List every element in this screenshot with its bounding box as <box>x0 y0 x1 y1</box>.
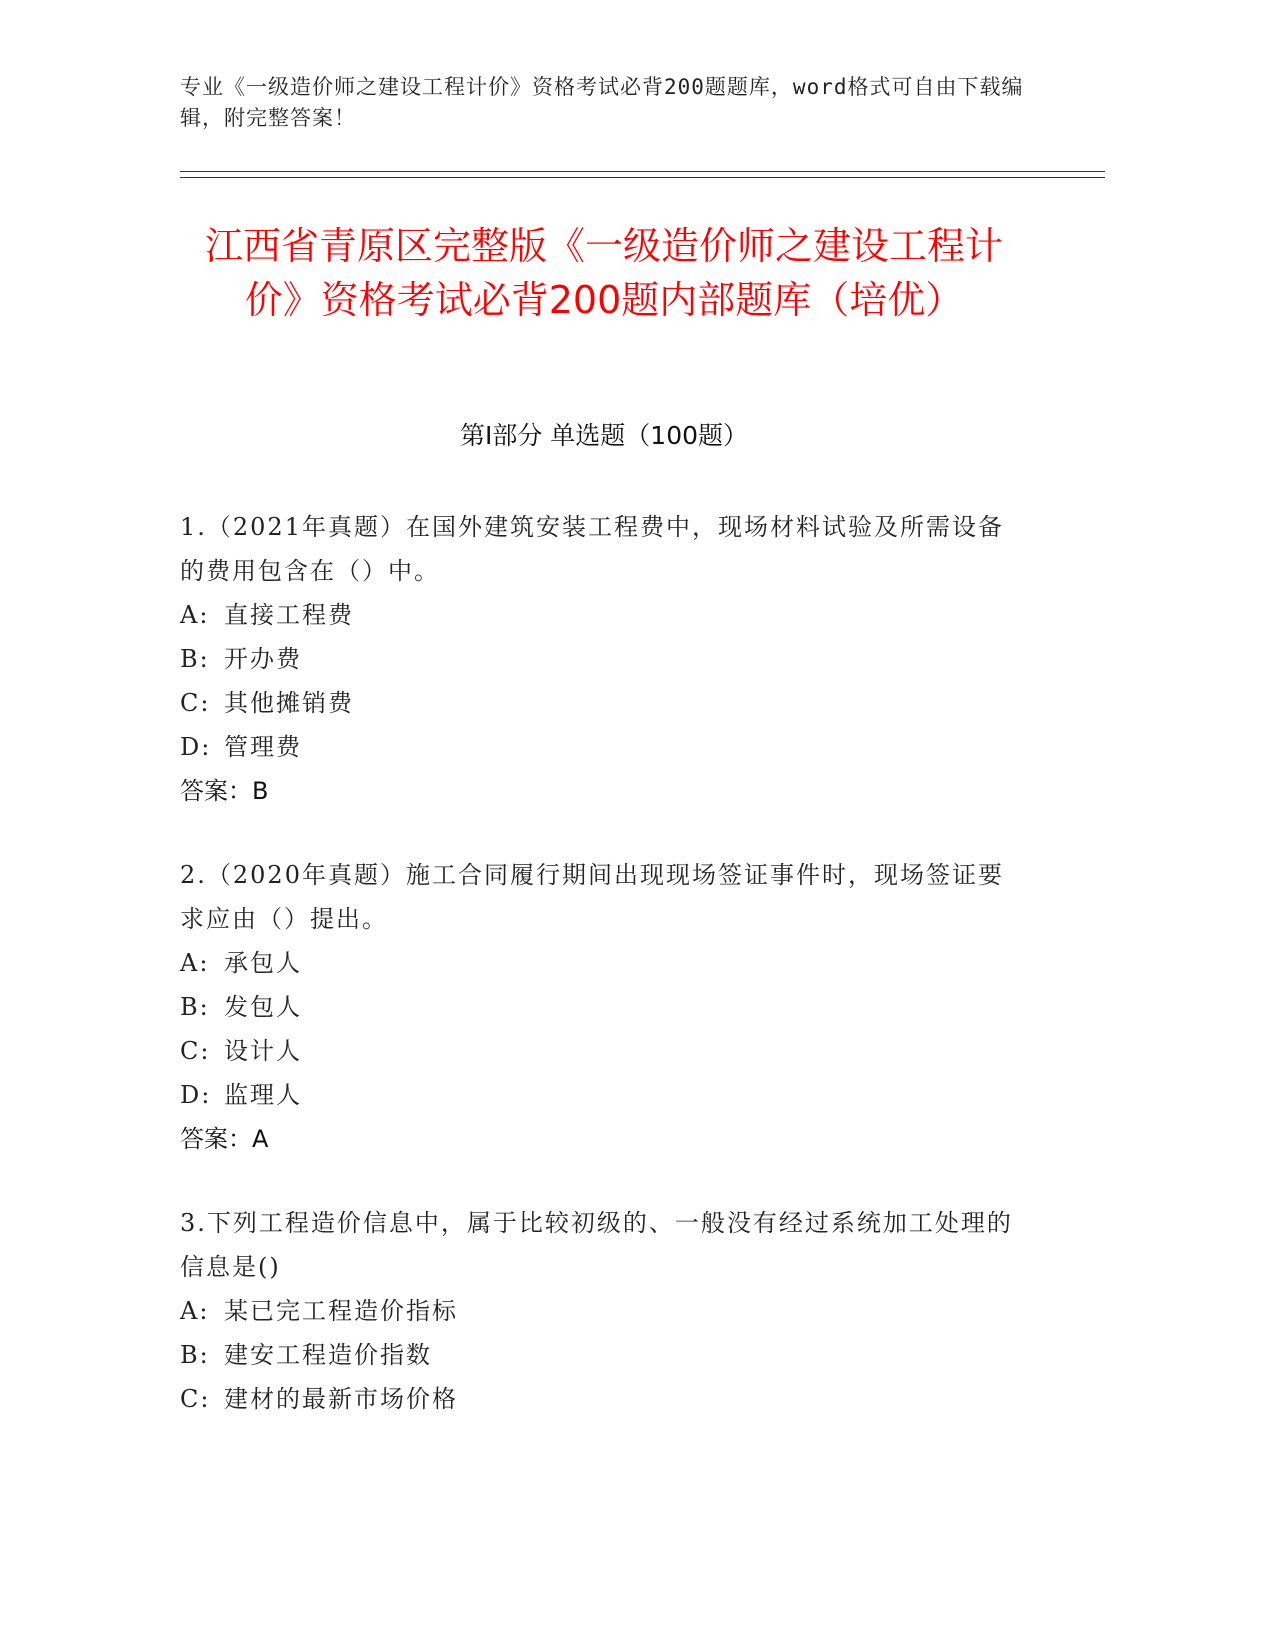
option-text: 设计人 <box>224 1037 302 1065</box>
option-a <box>180 1289 1025 1333</box>
option-key: C: <box>180 1385 211 1413</box>
header-divider-bottom <box>180 177 1105 178</box>
answer-value: B <box>252 777 269 805</box>
option-text: 监理人 <box>224 1081 302 1109</box>
option-text: 管理费 <box>224 733 302 761</box>
section-title: 第Ⅰ部分 单选题（100题） <box>459 421 749 450</box>
option-key: B: <box>180 645 210 673</box>
option-text: 发包人 <box>224 993 302 1021</box>
option-text: 建材的最新市场价格 <box>224 1385 458 1413</box>
question-3 <box>180 1201 1025 1421</box>
question-2 <box>180 853 1025 1161</box>
option-key: D: <box>180 733 212 761</box>
option-text: 直接工程费 <box>224 601 354 629</box>
option-key: B: <box>180 1341 210 1369</box>
header-divider-top <box>180 171 1105 172</box>
answer-line <box>180 1117 1025 1161</box>
option-b <box>180 637 1025 681</box>
option-c <box>180 681 1025 725</box>
option-text: 建安工程造价指数 <box>224 1341 432 1369</box>
answer-line <box>180 769 1025 813</box>
option-text: 承包人 <box>224 949 302 977</box>
option-text: 其他摊销费 <box>224 689 354 717</box>
question-1 <box>180 505 1025 813</box>
option-text: 开办费 <box>224 645 302 673</box>
option-key: A: <box>180 949 210 977</box>
option-key: A: <box>180 1297 210 1325</box>
option-a <box>180 593 1025 637</box>
header-note: 专业《一级造价师之建设工程计价》资格考试必背200题题库，word格式可自由下载编辑，附完整答案！ <box>180 75 1024 130</box>
option-b <box>180 1333 1025 1377</box>
answer-label: 答案： <box>180 777 252 805</box>
option-key: D: <box>180 1081 212 1109</box>
answer-label: 答案： <box>180 1125 252 1153</box>
answer-value: A <box>252 1125 269 1153</box>
option-c <box>180 1029 1025 1073</box>
option-d <box>180 1073 1025 1117</box>
question-stem: 2.（2020年真题）施工合同履行期间出现现场签证事件时，现场签证要求应由（）提出。 <box>180 861 1004 933</box>
option-key: C: <box>180 689 211 717</box>
option-key: B: <box>180 993 210 1021</box>
option-key: A: <box>180 601 210 629</box>
question-stem: 1.（2021年真题）在国外建筑安装工程费中，现场材料试验及所需设备的费用包含在（）中。 <box>180 513 1004 585</box>
document-title: 江西省青原区完整版《一级造价师之建设工程计价》资格考试必背200题内部题库（培优） <box>204 224 1003 322</box>
option-b <box>180 985 1025 1029</box>
option-a <box>180 941 1025 985</box>
option-key: C: <box>180 1037 211 1065</box>
option-d <box>180 725 1025 769</box>
question-stem: 3.下列工程造价信息中，属于比较初级的、一般没有经过系统加工处理的信息是() <box>180 1209 1013 1281</box>
question-list <box>180 505 1025 1461</box>
option-text: 某已完工程造价指标 <box>224 1297 458 1325</box>
option-c <box>180 1377 1025 1421</box>
